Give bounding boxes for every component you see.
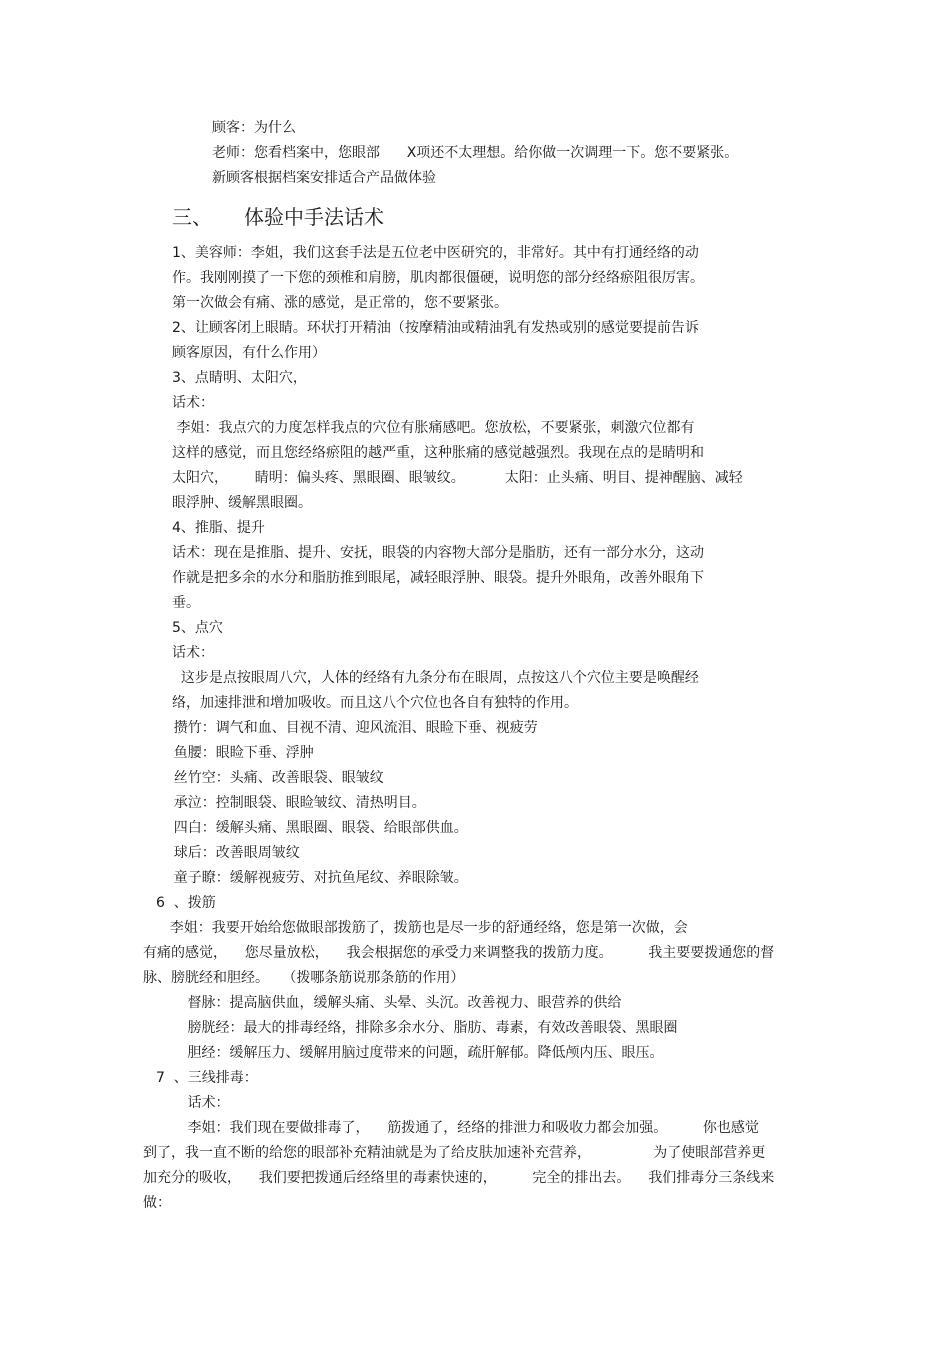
body-line: 球后：改善眼周皱纹 (156, 845, 300, 861)
body-line: 做： (143, 1195, 171, 1211)
body-line: 话术： (172, 645, 214, 661)
body-line: 丝竹空：头痛、改善眼袋、眼皱纹 (156, 770, 384, 786)
section-title: 体验中手法话术 (244, 205, 384, 229)
body-line: 5、点穴 (172, 620, 223, 636)
body-line: 童子瞭：缓解视疲劳、对抗鱼尾纹、养眼除皱。 (156, 870, 468, 886)
body-line: 络，加速排泄和增加吸收。而且这八个穴位也各自有独特的作用。 (172, 695, 578, 711)
body-line: 第一次做会有痛、涨的感觉，是正常的，您不要紧张。 (172, 295, 508, 311)
body-line: 攒竹：调气和血、目视不清、迎风流泪、眼睑下垂、视疲劳 (156, 720, 538, 736)
body-line: 眼浮肿、缓解黑眼圈。 (172, 495, 312, 511)
body-line: 加充分的吸收， 我们要把拨通后经络里的毒素快速的， 完全的排出去。 我们排毒分三条线来 (143, 1170, 775, 1186)
body-line: 四白：缓解头痛、黑眼圈、眼袋、给眼部供血。 (156, 820, 468, 836)
body-line: 1、美容师：李姐，我们这套手法是五位老中医研究的，非常好。其中有打通经络的动 (172, 245, 699, 261)
intro-line-3: 新顾客根据档案安排适合产品做体验 (212, 170, 436, 186)
body-line: 脉、膀胱经和胆经。 （拨哪条筋说那条筋的作用） (143, 970, 465, 986)
body-line: 作就是把多余的水分和脂肪推到眼尾，减轻眼浮肿、眼袋。提升外眼角，改善外眼角下 (172, 570, 704, 586)
body-line: 这步是点按眼周八穴，人体的经络有九条分布在眼周，点按这八个穴位主要是唤醒经 (172, 670, 699, 686)
body-line: 李姐：我们现在要做排毒了， 筋拨通了，经络的排泄力和吸收力都会加强。 你也感觉 (143, 1120, 759, 1136)
body-line: 承泣：控制眼袋、眼睑皱纹、清热明目。 (156, 795, 426, 811)
body-line: 垂。 (172, 595, 200, 611)
body-line: 4、推脂、提升 (172, 520, 265, 536)
body-line: 到了，我一直不断的给您的眼部补充精油就是为了给皮肤加速补充营养， 为了使眼部营养更 (143, 1145, 766, 1161)
body-line: 膀胱经：最大的排毒经络，排除多余水分、脂肪、毒素，有效改善眼袋、黑眼圈 (143, 1020, 678, 1036)
body-line: 李姐：我点穴的力度怎样我点的穴位有胀痛感吧。您放松，不要紧张，刺激穴位都有 (172, 420, 695, 436)
body-line: 7 、三线排毒： (156, 1070, 258, 1086)
body-line: 胆经：缓解压力、缓解用脑过度带来的问题，疏肝解郁。降低颅内压、眼压。 (143, 1045, 664, 1061)
section-number: 三、 (172, 205, 212, 229)
body-line: 顾客原因，有什么作用） (172, 345, 326, 361)
body-line: 话术：现在是推脂、提升、安抚，眼袋的内容物大部分是脂肪，还有一部分水分，这动 (172, 545, 704, 561)
body-line: 李姐：我要开始给您做眼部拨筋了，拨筋也是尽一步的舒通经络，您是第一次做，会 (143, 920, 688, 936)
body-line: 3、点睛明、太阳穴， (172, 370, 307, 386)
body-line: 话术： (172, 395, 214, 411)
intro-line-2: 老师：您看档案中，您眼部 X项还不太理想。给你做一次调理一下。您不要紧张。 (212, 145, 739, 161)
body-line: 督脉：提高脑供血，缓解头痛、头晕、头沉。改善视力、眼营养的供给 (143, 995, 622, 1011)
body-line: 这样的感觉，而且您经络瘀阻的越严重，这种胀痛的感觉越强烈。我现在点的是睛明和 (172, 445, 704, 461)
body-line: 鱼腰：眼睑下垂、浮肿 (156, 745, 314, 761)
body-line: 6 、拨筋 (156, 895, 216, 911)
intro-line-1: 顾客：为什么 (212, 120, 296, 136)
body-line: 太阳穴， 睛明：偏头疼、黑眼圈、眼皱纹。 太阳：止头痛、明目、提神醒脑、减轻 (172, 470, 743, 486)
body-line: 作。我刚刚摸了一下您的颈椎和肩膀，肌肉都很僵硬，说明您的部分经络瘀阻很厉害。 (172, 270, 704, 286)
body-line: 2、让顾客闭上眼睛。环状打开精油（按摩精油或精油乳有发热或别的感觉要提前告诉 (172, 320, 699, 336)
body-line: 有痛的感觉， 您尽量放松， 我会根据您的承受力来调整我的拨筋力度。 我主要要拨通您的督 (143, 945, 775, 961)
body-line: 话术： (143, 1095, 230, 1111)
